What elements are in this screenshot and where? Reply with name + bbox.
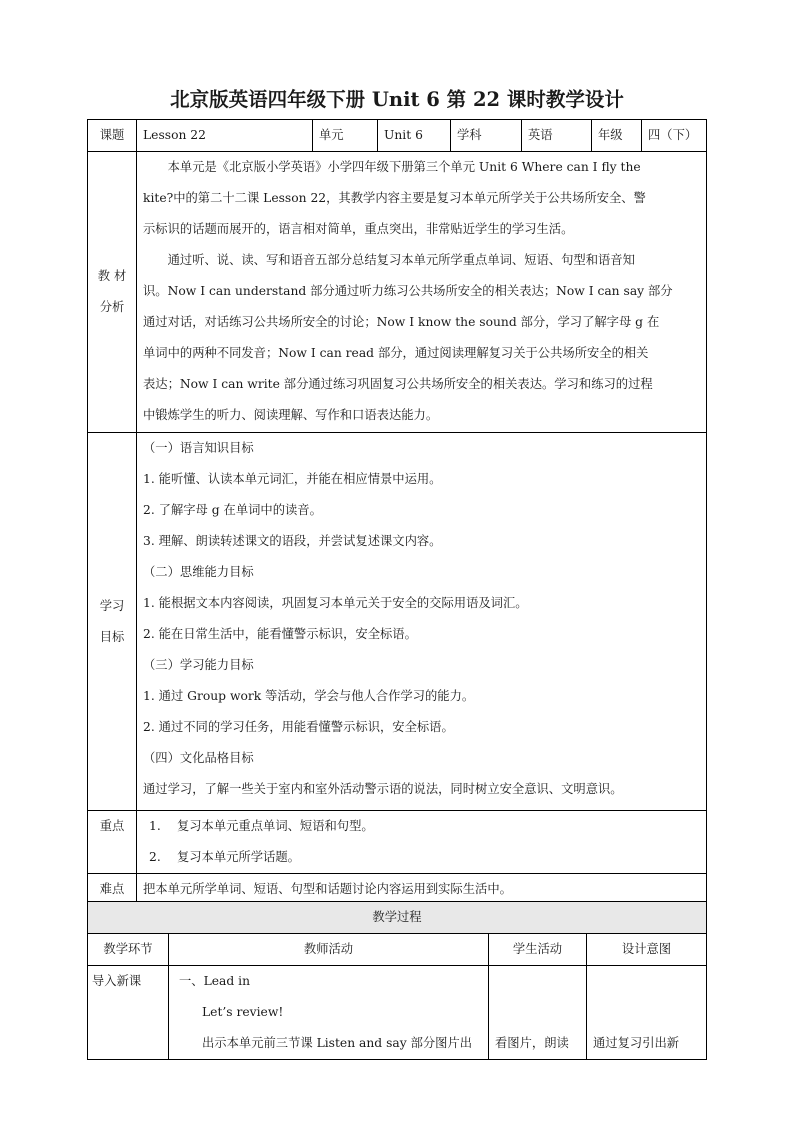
- objective-item: 2. 了解字母 g 在单词中的读音。: [143, 503, 322, 517]
- analysis-line: 通过听、说、读、写和语音五部分总结复习本单元所学重点单词、短语、句型和语音知: [167, 253, 635, 267]
- process-section-row: [88, 902, 707, 934]
- objective-item: 通过学习，了解一些关于室内和室外活动警示语的说法，同时树立安全意识、文明意识。: [143, 782, 623, 796]
- analysis-content: [137, 152, 707, 433]
- student-activity-cell: 看图片，朗读: [489, 966, 587, 1060]
- objective-heading: （一）语言知识目标: [143, 441, 254, 455]
- xue-ke-label: 学科: [451, 120, 522, 152]
- process-section-title: 教学过程: [88, 902, 707, 934]
- process-header-row: [88, 934, 707, 966]
- col-intent-header: 设计意图: [587, 934, 707, 966]
- analysis-line: 表达；Now I can write 部分通过练习巩固复习公共场所安全的相关表达。学习和练习的过程: [143, 377, 653, 391]
- teaching-process-table: [87, 901, 707, 1060]
- objectives-label: 学习 目标: [88, 433, 137, 811]
- analysis-line: 本单元是《北京版小学英语》小学四年级下册第三个单元 Unit 6 Where can I fly the: [167, 160, 641, 174]
- objective-item: 1. 能听懂、认读本单元词汇，并能在相应情景中运用。: [143, 472, 442, 486]
- objectives-row: [88, 433, 707, 811]
- analysis-line: 示标识的话题而展开的，语言相对简单，重点突出，非常贴近学生的学习生活。: [143, 222, 574, 236]
- document-title: 北京版英语四年级下册 Unit 6 第 22 课时教学设计: [170, 88, 624, 111]
- header-row: [88, 120, 707, 152]
- analysis-line: 中锻炼学生的听力、阅读理解、写作和口语表达能力。: [143, 408, 439, 422]
- xue-ke-value: 英语: [522, 120, 592, 152]
- difficult-points-content: 把本单元所学单词、短语、句型和话题讨论内容运用到实际生活中。: [137, 874, 707, 906]
- teacher-activity-line: 一、Lead in: [179, 974, 251, 988]
- dan-yuan-label: 单元: [313, 120, 378, 152]
- key-point-item: 1. 复习本单元重点单词、短语和句型。: [149, 819, 374, 833]
- difficult-points-label: 难点: [88, 874, 137, 906]
- objectives-content: [137, 433, 707, 811]
- analysis-line: 单词中的两种不同发音；Now I can read 部分，通过阅读理解复习关于公共场所安全的相关: [143, 346, 649, 360]
- nian-ji-label: 年级: [592, 120, 642, 152]
- process-row: [88, 966, 707, 1060]
- objective-item: 2. 通过不同的学习任务，用能看懂警示标识，安全标语。: [143, 720, 454, 734]
- objective-heading: （四）文化品格目标: [143, 751, 254, 765]
- dan-yuan-value: Unit 6: [378, 120, 451, 152]
- objective-item: 1. 能根据文本内容阅读，巩固复习本单元关于安全的交际用语及词汇。: [143, 596, 528, 610]
- objective-heading: （三）学习能力目标: [143, 658, 254, 672]
- lesson-info-table: [87, 119, 707, 906]
- objective-item: 1. 通过 Group work 等活动，学会与他人合作学习的能力。: [143, 689, 475, 703]
- analysis-label: 教 材 分析: [88, 152, 137, 433]
- ke-ti-label: 课题: [88, 120, 137, 152]
- col-teacher-header: 教师活动: [169, 934, 489, 966]
- objective-item: 3. 理解、朗读转述课文的语段，并尝试复述课文内容。: [143, 534, 442, 548]
- objective-item: 2. 能在日常生活中，能看懂警示标识，安全标语。: [143, 627, 417, 641]
- col-stage-header: 教学环节: [88, 934, 169, 966]
- stage-cell: 导入新课: [88, 966, 169, 1060]
- teacher-activity-line: Let’s review!: [202, 1005, 284, 1019]
- design-intent-cell: 通过复习引出新: [587, 966, 707, 1060]
- analysis-row: [88, 152, 707, 433]
- key-point-item: 2. 复习本单元所学话题。: [149, 850, 300, 864]
- key-points-label: 重点: [88, 811, 137, 874]
- nian-ji-value: 四（下）: [642, 120, 707, 152]
- analysis-line: kite?中的第二十二课 Lesson 22，其教学内容主要是复习本单元所学关于公共场所安全、警: [143, 191, 646, 205]
- key-points-row: [88, 811, 707, 874]
- objective-heading: （二）思维能力目标: [143, 565, 254, 579]
- teacher-activity-line: 出示本单元前三节课 Listen and say 部分图片出: [202, 1036, 473, 1050]
- ke-ti-value: Lesson 22: [137, 120, 313, 152]
- col-student-header: 学生活动: [489, 934, 587, 966]
- analysis-line: 识。Now I can understand 部分通过听力练习公共场所安全的相关表达；Now I can say 部分: [143, 284, 673, 298]
- teacher-activity-cell: [169, 966, 489, 1060]
- analysis-line: 通过对话，对话练习公共场所安全的讨论；Now I know the sound 部分，学习了解字母 g 在: [143, 315, 660, 329]
- key-points-content: [137, 811, 707, 874]
